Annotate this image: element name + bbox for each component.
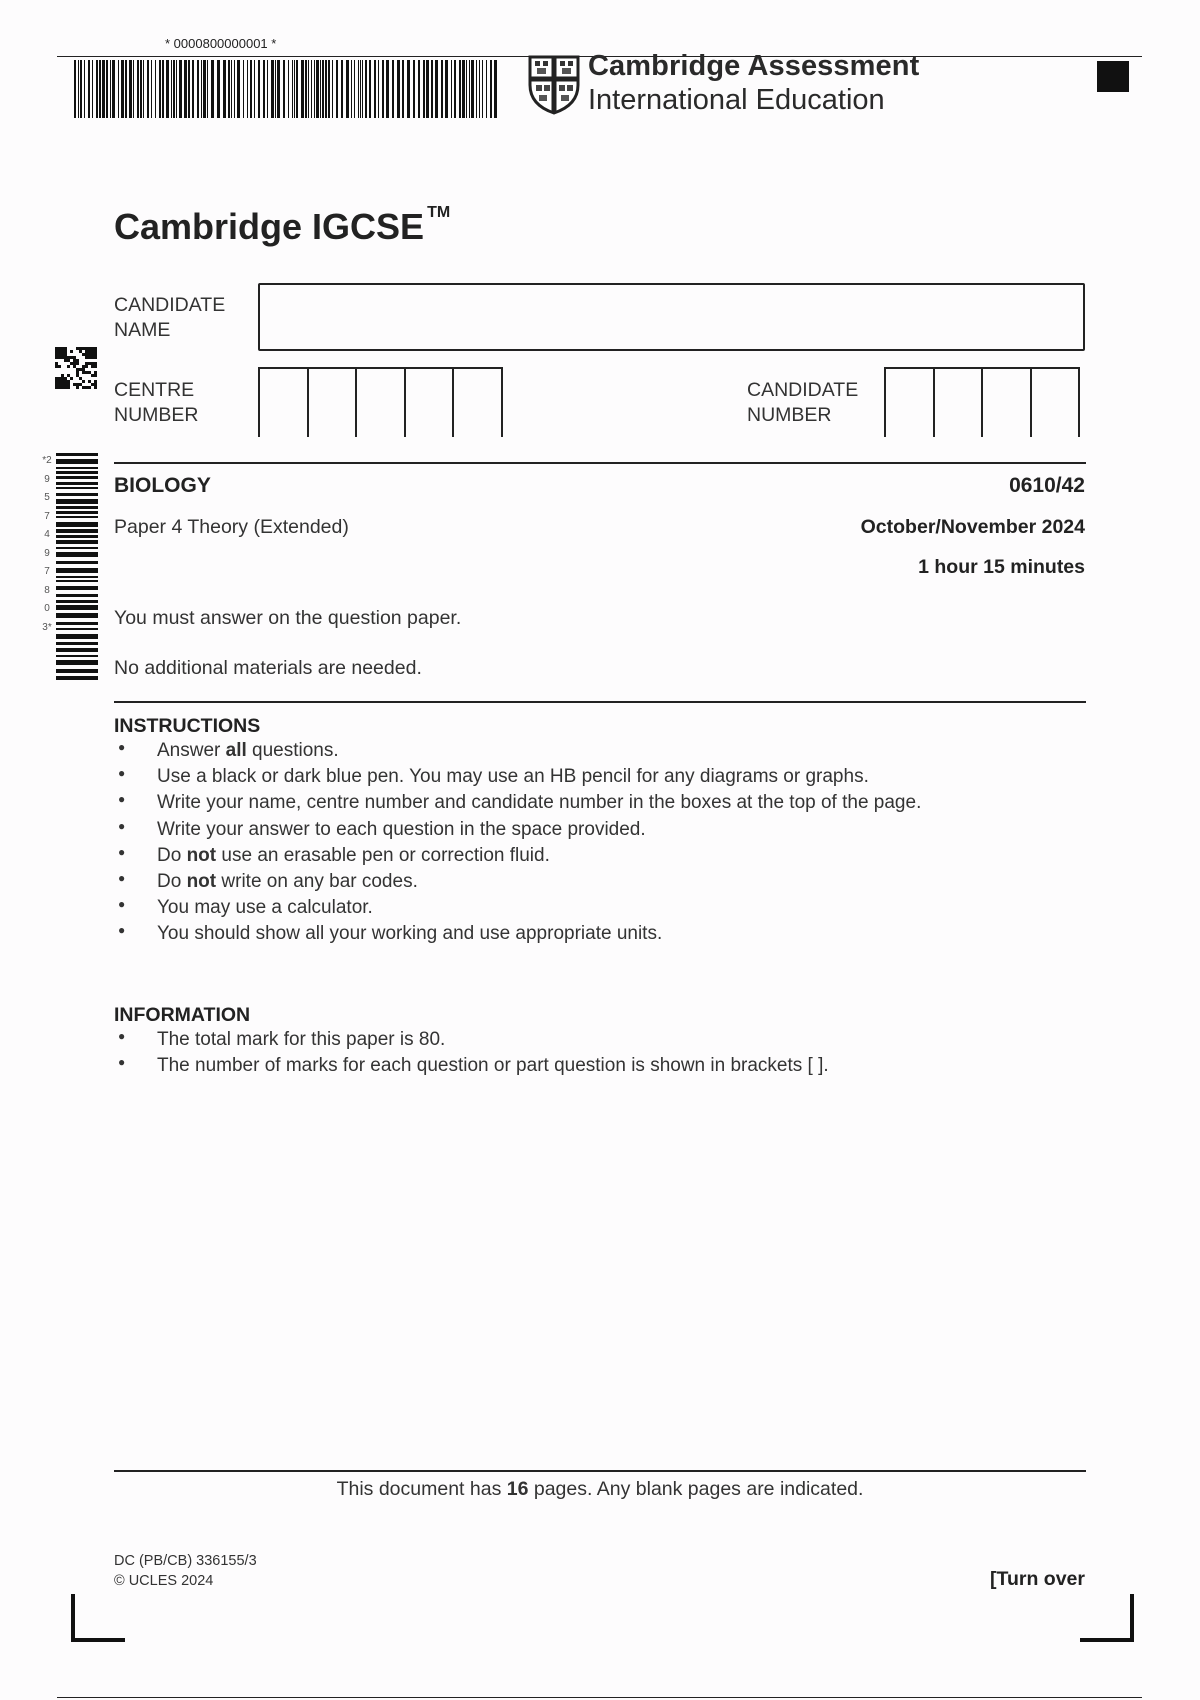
bullet-icon: ● <box>118 923 126 938</box>
candidate-number-field[interactable] <box>884 367 1080 437</box>
divider <box>114 701 1086 703</box>
exam-session: October/November 2024 <box>860 516 1085 538</box>
document-reference <box>114 1551 257 1591</box>
barcode-image <box>74 60 500 118</box>
bullet-icon: ● <box>118 844 126 859</box>
instructions-heading: INSTRUCTIONS <box>114 715 261 737</box>
candidate-name-label: CANDIDATE NAME <box>114 294 226 341</box>
candidate-digit-box[interactable] <box>983 369 1032 437</box>
trademark-symbol: TM <box>427 204 451 221</box>
exam-duration: 1 hour 15 minutes <box>918 556 1085 578</box>
bullet-icon: ● <box>118 818 126 833</box>
information-heading: INFORMATION <box>114 1004 251 1026</box>
registration-mark <box>1097 61 1129 92</box>
page-count-prefix: This document has <box>336 1478 507 1500</box>
information-list <box>114 1029 829 1081</box>
subject-title: BIOLOGY <box>114 474 211 497</box>
candidate-digit-box[interactable] <box>886 369 935 437</box>
page-count: 16 <box>506 1478 529 1500</box>
qr-code <box>55 347 97 389</box>
list-item: ● Do not write on any bar codes. <box>118 870 418 892</box>
bullet-icon: ● <box>118 870 126 885</box>
list-item: ● You should show all your working and use appropriate units. <box>118 923 663 945</box>
answer-note: You must answer on the question paper. <box>114 607 462 629</box>
page-count-suffix: pages. Any blank pages are indicated. <box>528 1478 864 1500</box>
candidate-digit-box[interactable] <box>935 369 984 437</box>
list-item: ● Write your name, centre number and candidate number in the boxes at the top of the page. <box>118 792 922 814</box>
materials-note: No additional materials are needed. <box>114 657 422 679</box>
page-title <box>114 204 450 248</box>
corner-mark-right <box>1080 1594 1134 1642</box>
brand-title: Cambridge IGCSE <box>114 206 425 247</box>
list-item: ● Use a black or dark blue pen. You may use an HB pencil for any diagrams or graphs. <box>118 766 869 788</box>
candidate-digit-box[interactable] <box>1032 369 1081 437</box>
list-item: ● The total mark for this paper is 80. <box>118 1029 446 1050</box>
side-barcode-code: *2957497803* <box>42 455 52 633</box>
instructions-list <box>114 740 921 950</box>
bullet-icon: ● <box>118 1029 126 1043</box>
barcode-number: * 0000800000001 * <box>165 36 277 51</box>
centre-digit-box[interactable] <box>406 369 455 437</box>
centre-digit-box[interactable] <box>260 369 309 437</box>
centre-number-label: CENTRE NUMBER <box>114 379 199 426</box>
paper-code: 0610/42 <box>1009 474 1085 497</box>
centre-digit-box[interactable] <box>309 369 358 437</box>
reference-code: DC (PB/CB) 336155/3 <box>114 1553 257 1569</box>
page-count-note <box>0 1478 1200 1501</box>
copyright: © UCLES 2024 <box>114 1573 214 1589</box>
centre-digit-box[interactable] <box>454 369 503 437</box>
bullet-icon: ● <box>118 792 126 807</box>
corner-mark-left <box>71 1594 125 1642</box>
bullet-icon: ● <box>118 766 126 781</box>
bullet-icon: ● <box>118 1055 126 1070</box>
logo-line-2: International Education <box>588 84 885 116</box>
list-item: ● Do not use an erasable pen or correction fluid. <box>118 844 550 866</box>
list-item: ● Answer all questions. <box>118 740 339 761</box>
candidate-name-field[interactable] <box>258 283 1085 351</box>
bullet-icon: ● <box>118 897 126 912</box>
list-item: ● Write your answer to each question in the space provided. <box>118 818 646 840</box>
cambridge-crest-icon <box>528 55 580 115</box>
centre-digit-box[interactable] <box>357 369 406 437</box>
logo-line-1: Cambridge Assessment <box>588 50 920 82</box>
divider <box>114 1470 1086 1472</box>
list-item: ● The number of marks for each question or part question is shown in brackets [ ]. <box>118 1055 829 1077</box>
paper-name: Paper 4 Theory (Extended) <box>114 516 349 538</box>
centre-number-field[interactable] <box>258 367 503 437</box>
list-item: ● You may use a calculator. <box>118 897 373 919</box>
divider <box>114 462 1086 464</box>
candidate-number-label: CANDIDATE NUMBER <box>747 379 859 426</box>
bullet-icon: ● <box>118 740 126 754</box>
bottom-rule <box>57 1697 1142 1698</box>
side-barcode-image <box>56 453 98 681</box>
turn-over-label: [Turn over <box>990 1568 1085 1590</box>
